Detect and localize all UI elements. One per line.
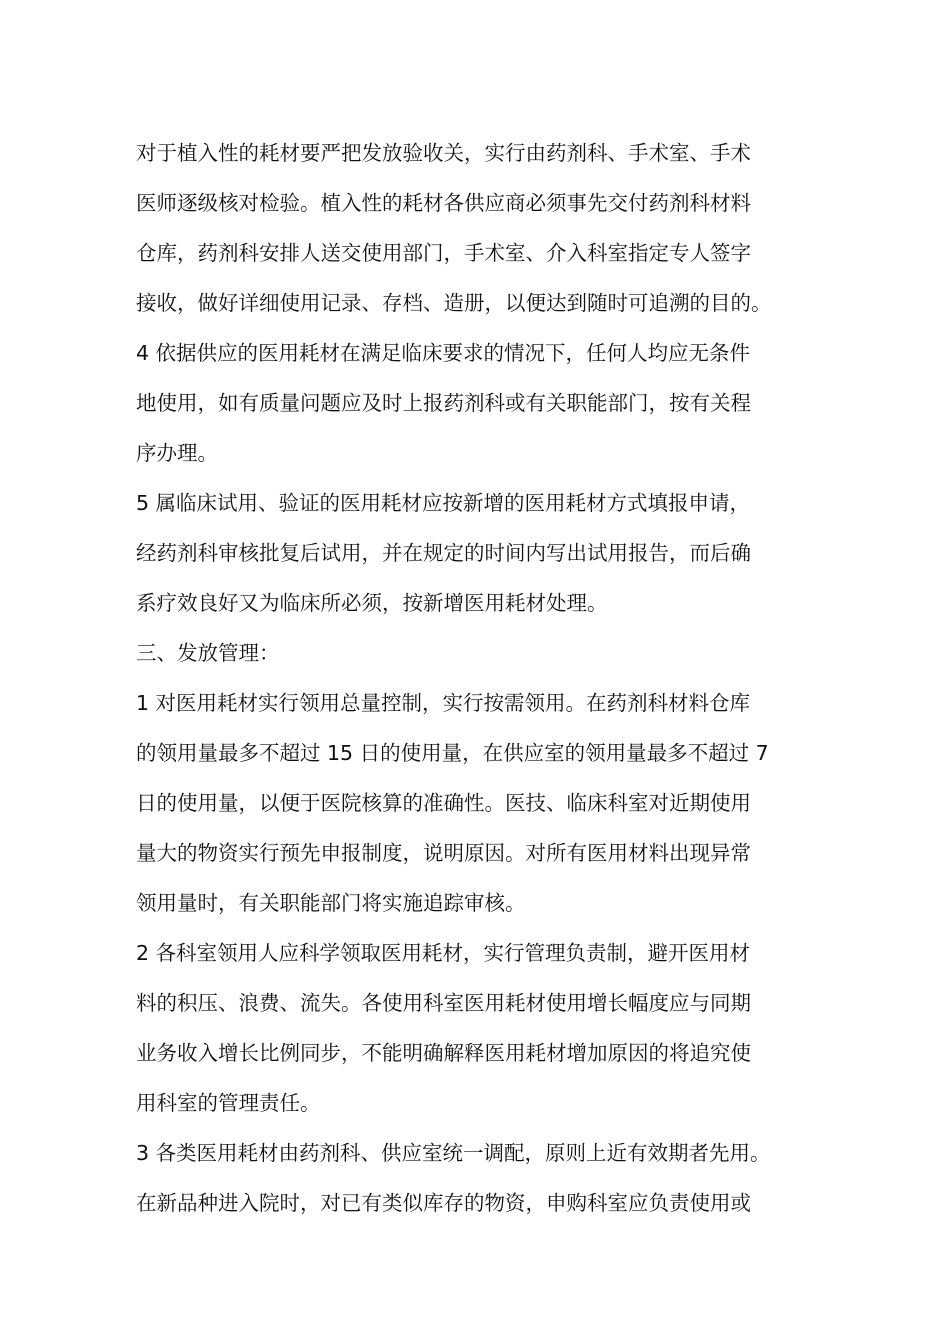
text-line: 1 对医用耗材实行领用总量控制，实行按需领用。在药剂科材料仓库 [136, 691, 751, 715]
text-line: 对于植入性的耗材要严把发放验收关，实行由药剂科、手术室、手术 [136, 141, 751, 165]
text-line: 仓库，药剂科安排人送交使用部门，手术室、介入科室指定专人签字 [136, 241, 751, 265]
text-line: 序办理。 [136, 441, 218, 465]
text-line: 业务收入增长比例同步，不能明确解释医用耗材增加原因的将追究使 [136, 1041, 751, 1065]
text-line: 料的积压、浪费、流失。各使用科室医用耗材使用增长幅度应与同期 [136, 991, 751, 1015]
text-line: 系疗效良好又为临床所必须，按新增医用耗材处理。 [136, 591, 608, 615]
text-line: 日的使用量，以便于医院核算的准确性。医技、临床科室对近期使用 [136, 791, 751, 815]
text-line: 在新品种进入院时，对已有类似库存的物资，申购科室应负责使用或 [136, 1191, 751, 1215]
text-line: 3 各类医用耗材由药剂科、供应室统一调配，原则上近有效期者先用。 [136, 1141, 771, 1165]
text-line: 接收，做好详细使用记录、存档、造册，以便达到随时可追溯的目的。 [136, 291, 772, 315]
section-heading: 三、发放管理： [136, 641, 280, 665]
text-line: 医师逐级核对检验。植入性的耗材各供应商必须事先交付药剂科材料 [136, 191, 751, 215]
text-line: 量大的物资实行预先申报制度，说明原因。对所有医用材料出现异常 [136, 841, 751, 865]
text-line: 经药剂科审核批复后试用，并在规定的时间内写出试用报告，而后确 [136, 541, 751, 565]
text-line: 4 依据供应的医用耗材在满足临床要求的情况下，任何人均应无条件 [136, 341, 751, 365]
text-line: 2 各科室领用人应科学领取医用耗材，实行管理负责制，避开医用材 [136, 941, 751, 965]
text-line: 地使用，如有质量问题应及时上报药剂科或有关职能部门，按有关程 [136, 391, 751, 415]
text-line: 用科室的管理责任。 [136, 1091, 321, 1115]
text-line: 5 属临床试用、验证的医用耗材应按新增的医用耗材方式填报申请， [136, 491, 751, 515]
text-line: 的领用量最多不超过 15 日的使用量，在供应室的领用量最多不超过 7 [136, 741, 769, 765]
document-body [136, 128, 826, 1228]
text-line: 领用量时，有关职能部门将实施追踪审核。 [136, 891, 526, 915]
